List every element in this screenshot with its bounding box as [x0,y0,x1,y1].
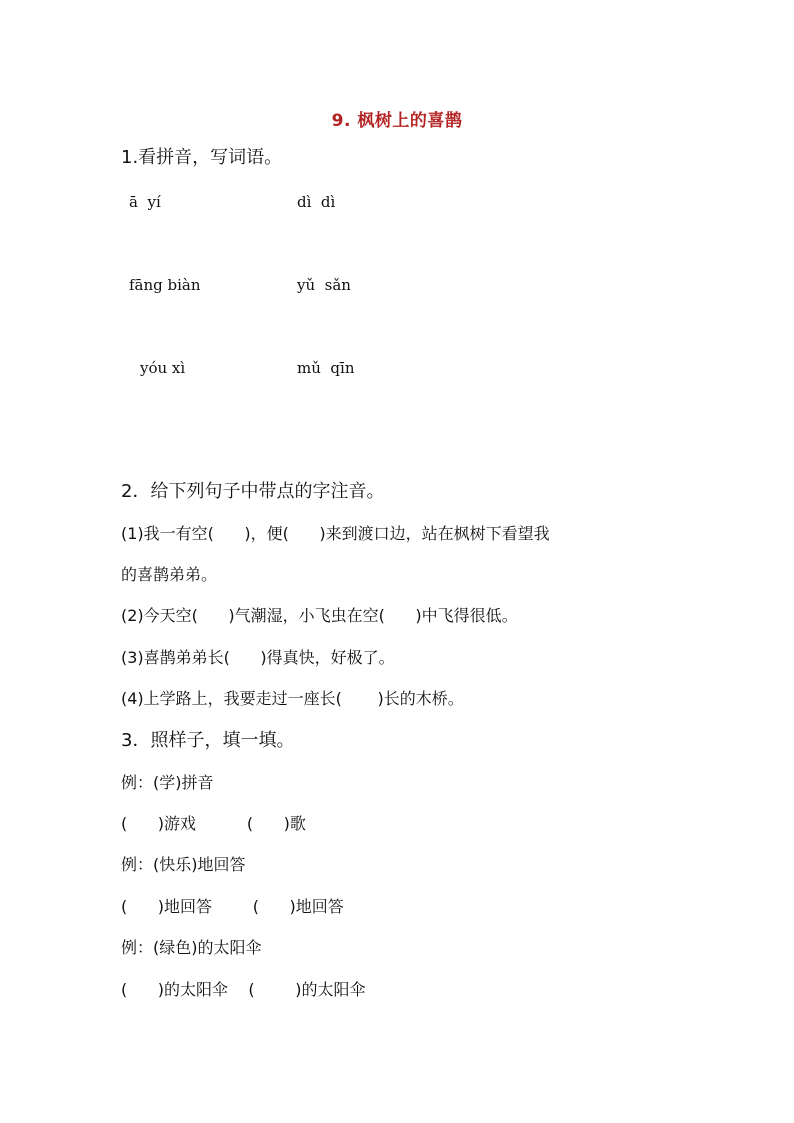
q3-line: ( )地回答 ( )地回答 [121,897,344,916]
q2-line: 的喜鹊弟弟。 [121,565,218,584]
q1-heading: 1.看拼音，写词语。 [121,147,283,168]
q3-line: ( )的太阳伞 ( )的太阳伞 [121,980,366,999]
q2-line: (4)上学路上，我要走过一座长( )长的木桥。 [121,689,464,708]
pinyin-item: dì dì [297,193,336,211]
page-title: 9. 枫树上的喜鹊 [331,111,463,131]
pinyin-item: yǔ sǎn [297,276,351,294]
q3-heading: 3．照样子，填一填。 [121,730,295,751]
q3-line: 例：(学)拼音 [121,773,214,792]
q3-line: 例：(绿色)的太阳伞 [121,938,262,957]
pinyin-item: mǔ qīn [297,359,355,377]
q3-line: ( )游戏 ( )歌 [121,814,306,833]
q3-line: 例：(快乐)地回答 [121,855,246,874]
q2-line: (3)喜鹊弟弟长( )得真快，好极了。 [121,648,395,667]
pinyin-item: ā yí [129,193,161,211]
pinyin-item: yóu xì [140,359,186,377]
q2-heading: 2．给下列句子中带点的字注音。 [121,481,385,502]
pinyin-item: fāng biàn [129,276,201,294]
q2-line: (1)我一有空( )，便( )来到渡口边，站在枫树下看望我 [121,524,550,543]
q2-line: (2)今天空( )气潮湿，小飞虫在空( )中飞得很低。 [121,606,518,625]
